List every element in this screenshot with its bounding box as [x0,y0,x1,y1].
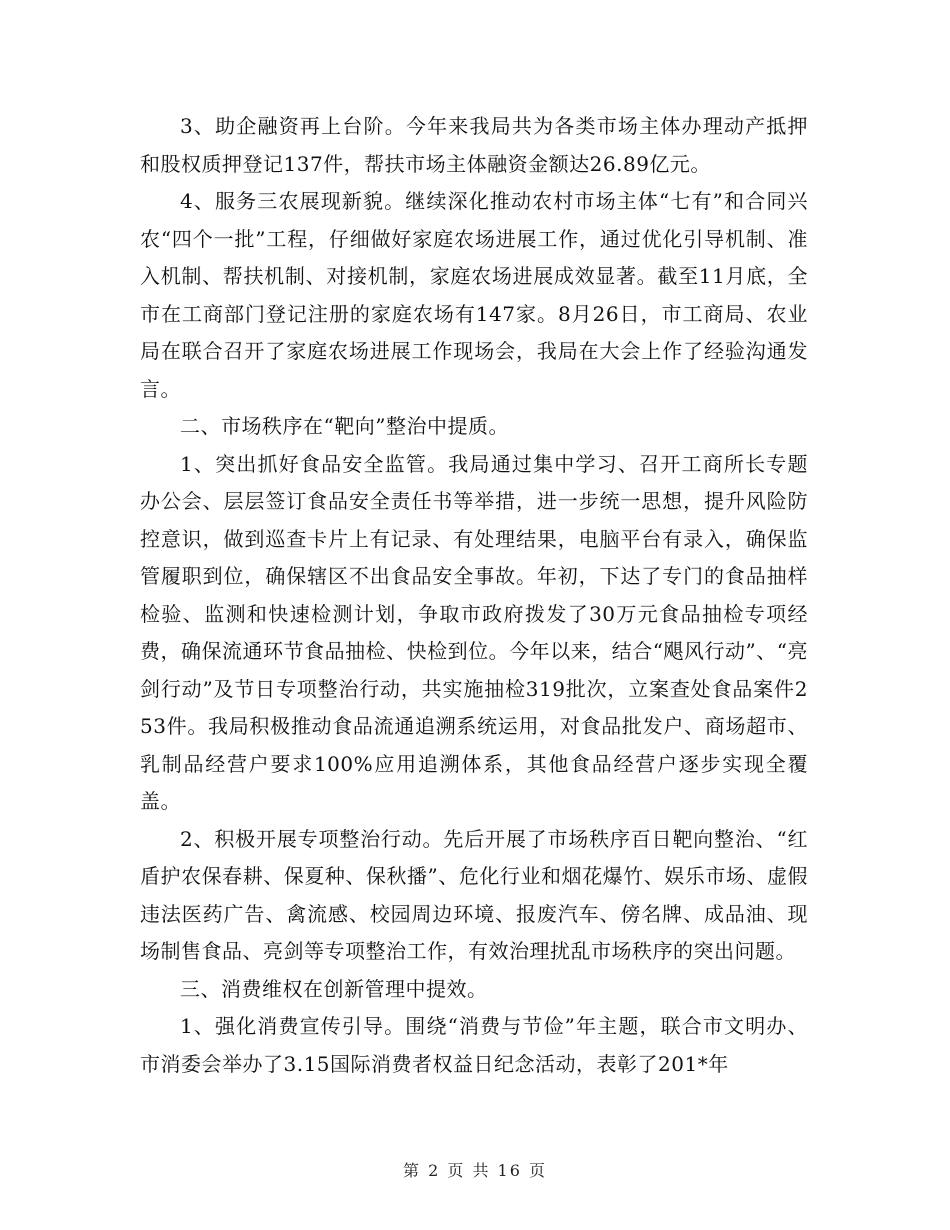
page-number-footer: 第 2 页 共 16 页 [403,1161,547,1180]
section-heading-consumer-rights: 三、消费维权在创新管理中提效。 [180,976,488,1001]
paragraph-financing: 3、助企融资再上台阶。今年来我局共为各类市场主体办理动产抵押和股权质押登记137件，帮扶市场主体融资金额达26.89亿元。 [140,114,808,176]
paragraph-special-rectification: 2、积极开展专项整治行动。先后开展了市场秩序百日靶向整治、“红盾护农保春耕、保夏种、保秋播”、危化行业和烟花爆竹、娱乐市场、虚假违法医药广告、禽流感、校园周边环境、报废汽车、傍名牌、成品油、现场制售食品、亮剑等专项整治工作，有效治理扰乱市场秩序的突出问题。 [140,826,808,963]
paragraph-agriculture: 4、服务三农展现新貌。继续深化推动农村市场主体“七有”和合同兴农“四个一批”工程，仔细做好家庭农场进展工作，通过优化引导机制、准入机制、帮扶机制、对接机制，家庭农场进展成效显著。截至11月底，全市在工商部门登记注册的家庭农场有147家。8月26日，市工商局、农业局在联合召开了家庭农场进展工作现场会，我局在大会上作了经验沟通发言。 [140,189,808,401]
document-body [140,108,808,1083]
paragraph-food-safety: 1、突出抓好食品安全监管。我局通过集中学习、召开工商所长专题办公会、层层签订食品安全责任书等举措，进一步统一思想，提升风险防控意识，做到巡查卡片上有记录、有处理结果，电脑平台有录入，确保监管履职到位，确保辖区不出食品安全事故。年初，下达了专门的食品抽样检验、监测和快速检测计划，争取市政府拨发了30万元食品抽检专项经费，确保流通环节食品抽检、快检到位。今年以来，结合“飓风行动”、“亮剑行动”及节日专项整治行动，共实施抽检319批次，立案查处食品案件253件。我局积极推动食品流通追溯系统运用，对食品批发户、商场超市、乳制品经营户要求100%应用追溯体系，其他食品经营户逐步实现全覆盖。 [140,451,808,813]
section-heading-market-order: 二、市场秩序在“靶向”整治中提质。 [180,414,509,438]
paragraph-consumer-publicity: 1、强化消费宣传引导。围绕“消费与节俭”年主题，联合市文明办、市消委会举办了3.15国际消费者权益日纪念活动，表彰了201*年 [140,1014,808,1076]
